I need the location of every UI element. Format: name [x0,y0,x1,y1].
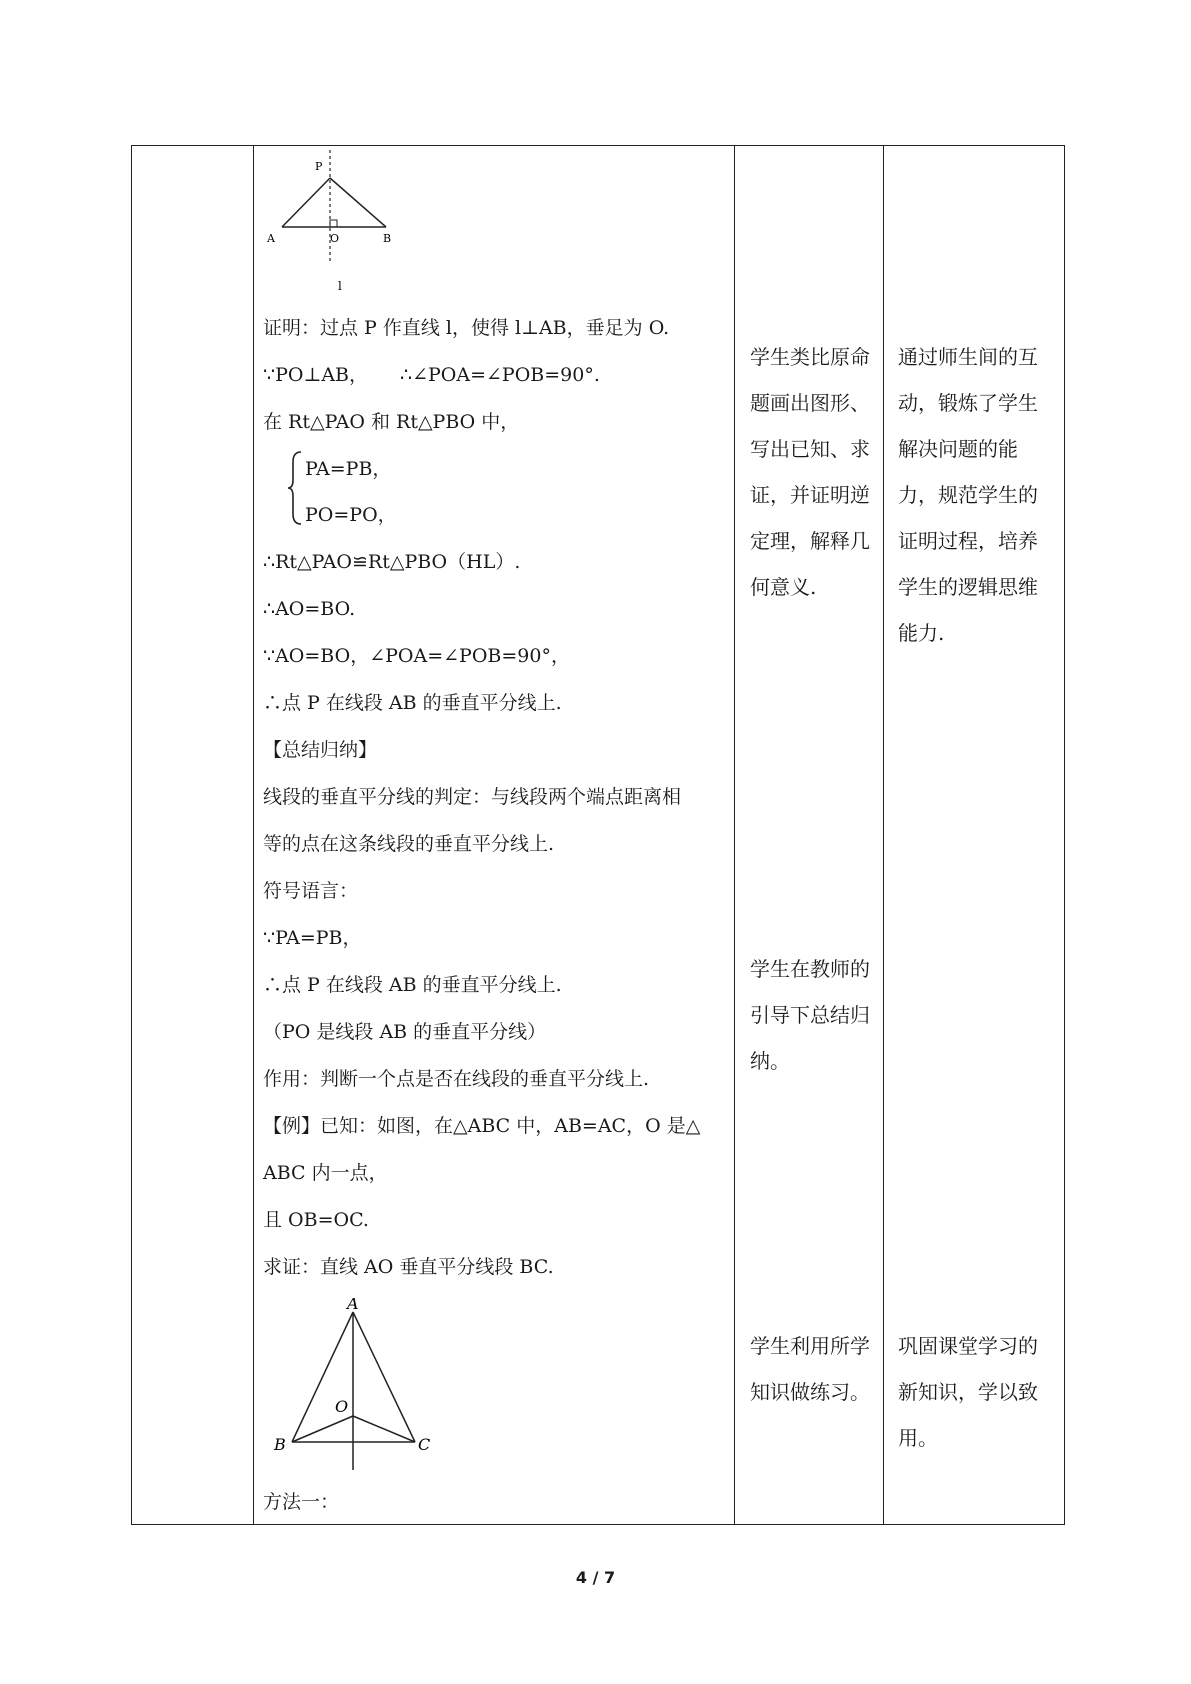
summary-text-2: 等的点在这条线段的垂直平分线上. [263,833,555,855]
student-note-2: 学生在教师的 引导下总结归 纳。 [750,957,870,1073]
proof-line-8: ∵AO=BO，∠POA=∠POB=90°， [263,645,570,667]
column-divider-2 [734,146,735,1524]
symbol-line-1: ∵PA=PB， [263,927,362,949]
label-P: P [315,160,323,173]
example-line-3: 且 OB=OC. [263,1209,369,1231]
summary-heading: 【总结归纳】 [263,739,378,761]
example-line-4: 求证：直线 AO 垂直平分线段 BC. [263,1256,554,1278]
label-O: O [330,232,340,245]
brace-symbol [287,450,303,526]
design-note-2: 巩固课堂学习的 新知识，学以致 用。 [898,1334,1038,1450]
method-one: 方法一： [263,1491,340,1513]
symbol-line-2: ∴点 P 在线段 AB 的垂直平分线上. [263,974,562,996]
proof-line-6: ∴Rt△PAO≌Rt△PBO（HL）. [263,551,521,573]
design-note-1: 通过师生间的互 动，锻炼了学生 解决问题的能 力，规范学生的 证明过程，培养 学生的逻辑思维 能力. [898,345,1038,645]
example-line-1: 【例】已知：如图，在△ABC 中，AB=AC，O 是△ [263,1115,701,1137]
label-B: B [383,232,392,245]
proof-line-7: ∴AO=BO. [263,598,356,620]
proof-line-4: PA=PB， [305,458,392,480]
page-number: 4 / 7 [575,1568,616,1587]
proof-line-1: 证明：过点 P 作直线 l，使得 l⊥AB，垂足为 O. [263,317,670,339]
proof-line-3: 在 Rt△PAO 和 Rt△PBO 中， [263,411,520,433]
symbol-line-3: （PO 是线段 AB 的垂直平分线） [263,1021,547,1043]
figure-triangle-abc [265,1298,445,1478]
label-A: A [267,232,275,245]
label-C: C [418,1435,431,1454]
proof-line-2a: ∵PO⊥AB， [263,364,369,386]
label-B: B [274,1435,286,1454]
symbol-heading: 符号语言： [263,880,359,902]
label-l: l [338,279,342,293]
proof-line-2b: ∴∠POA=∠POB=90°. [400,364,600,386]
student-note-1: 学生类比原命 题画出图形、 写出已知、求 证，并证明逆 定理，解释几 何意义. [750,345,870,599]
summary-text-1: 线段的垂直平分线的判定：与线段两个端点距离相 [263,786,682,808]
proof-line-5: PO=PO， [305,504,397,526]
proof-line-9: ∴点 P 在线段 AB 的垂直平分线上. [263,692,562,714]
column-divider-1 [253,146,254,1524]
example-line-2: ABC 内一点， [263,1162,388,1184]
label-O: O [335,1397,349,1416]
student-note-3: 学生利用所学 知识做练习。 [750,1334,870,1404]
label-A: A [347,1298,359,1313]
figure-perpendicular-bisector [262,150,412,298]
usage-line: 作用：判断一个点是否在线段的垂直平分线上. [263,1068,650,1090]
